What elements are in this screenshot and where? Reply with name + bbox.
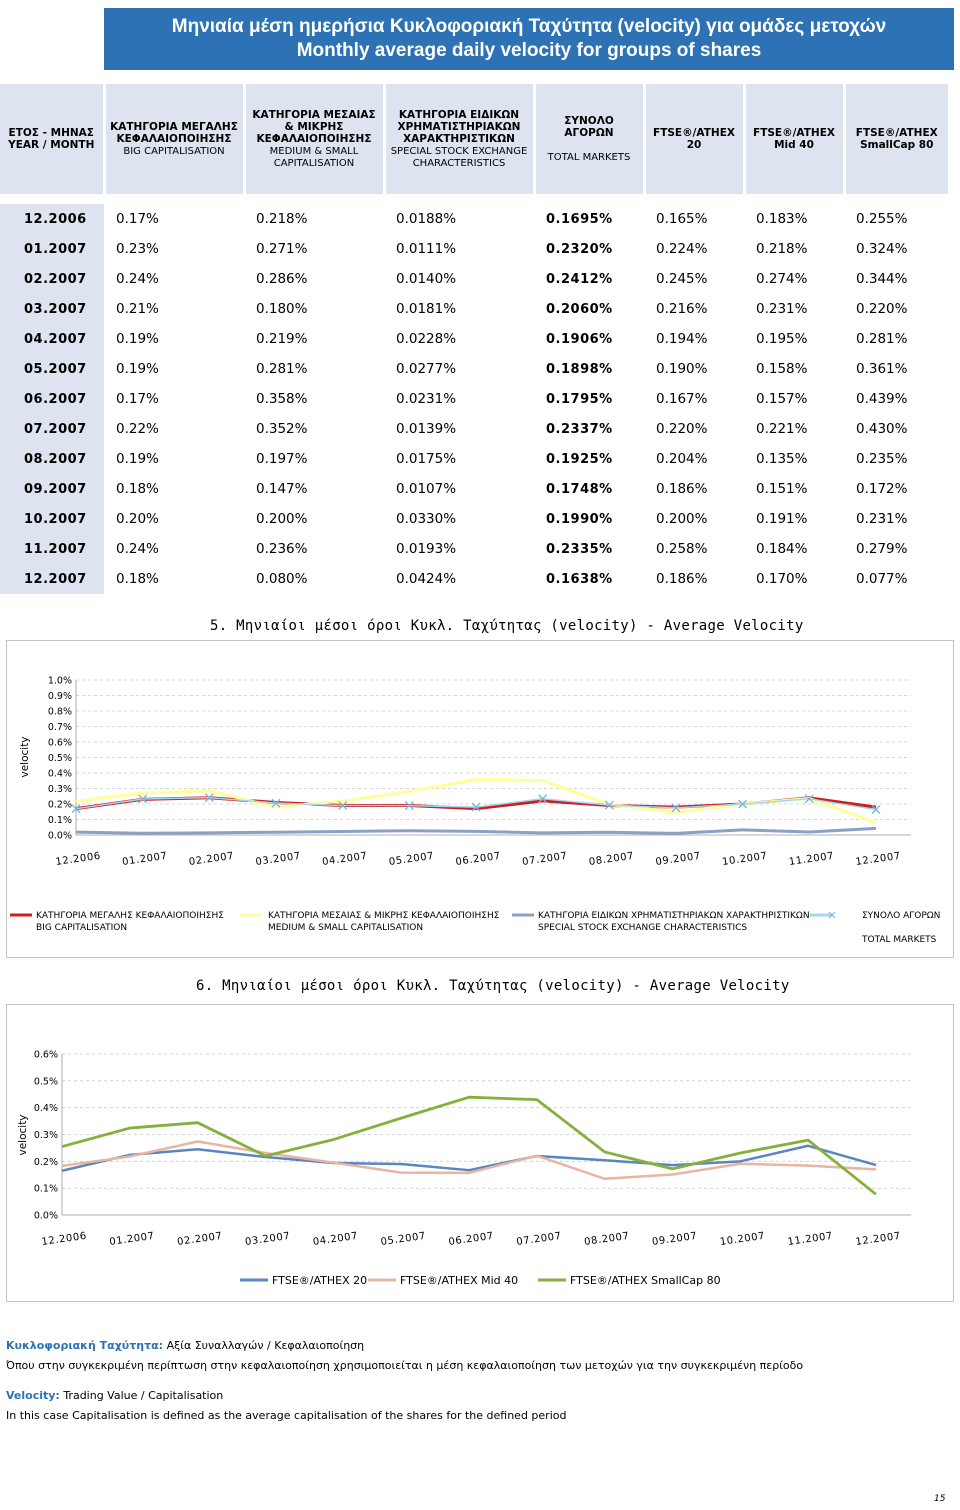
table-cell: 0.0139% [396,421,457,437]
table-cell: 0.0228% [396,331,457,347]
table-cell: 0.184% [756,541,808,557]
table-cell: 0.24% [116,271,159,287]
chart5-title: 5. Μηνιαίοι μέσοι όροι Κυκλ. Ταχύτητας (velocity) - Average Velocity [210,618,804,634]
chart5-xtick: 09.2007 [654,850,702,868]
chart6-xtick: 05.2007 [380,1230,427,1248]
table-row [0,504,948,534]
table-cell: 0.430% [856,421,908,437]
table-cell: 0.19% [116,451,159,467]
table-cell: 0.19% [116,361,159,377]
row-period: 12.2007 [0,564,104,594]
table-cell: 0.165% [656,211,708,227]
table-cell: 0.231% [856,511,908,527]
chart6-xtick: 03.2007 [244,1230,292,1248]
table-cell: 0.0330% [396,511,457,527]
chart6-ytick: 0.1% [33,1183,58,1195]
table-cell: 0.235% [856,451,908,467]
chart5-xtick: 05.2007 [388,850,435,868]
table-cell: 0.220% [656,421,708,437]
table-row [0,414,948,444]
table-cell: 0.18% [116,481,159,497]
table-row [0,294,948,324]
cell-total: 0.1906% [546,331,613,347]
table-row [0,474,948,504]
cell-total: 0.2335% [546,541,613,557]
chart5-ytick: 0.7% [47,722,72,733]
table-cell: 0.170% [756,571,808,587]
table-body [0,204,948,594]
chart5-series-line-1 [76,780,876,823]
chart5-xtick: 07.2007 [521,850,569,868]
table-row [0,204,948,234]
note-definition-english: Velocity: Trading Value / Capitalisation [6,1389,224,1402]
table-cell: 0.157% [756,391,808,407]
table-cell: 0.0188% [396,211,457,227]
chart5-ytick: 0.4% [47,768,72,780]
page-number: 15 [934,1494,946,1504]
table-cell: 0.324% [856,241,908,257]
table-row [0,354,948,384]
chart5-xtick: 08.2007 [588,850,635,868]
col-header-big-cap: ΚΑΤΗΓΟΡΙΑ ΜΕΓΑΛΗΣ ΚΕΦΑΛΑΙΟΠΟΙΗΣΗΣ BIG CAPITALISATION [104,84,244,194]
table-cell: 0.274% [756,271,808,287]
table-cell: 0.281% [256,361,308,377]
chart6-series-line-2 [62,1097,876,1194]
row-period: 10.2007 [0,504,104,534]
cell-total: 0.1795% [546,391,613,407]
table-cell: 0.0181% [396,301,457,317]
cell-total: 0.2337% [546,421,613,437]
table-row [0,444,948,474]
table-cell: 0.0140% [396,271,457,287]
table-row [0,264,948,294]
row-period: 07.2007 [0,414,104,444]
title-greek: Μηνιαία μέση ημερήσια Κυκλοφοριακή Ταχύτητα (velocity) για ομάδες μετοχών [171,16,887,37]
table-cell: 0.20% [116,511,159,527]
table-cell: 0.236% [256,541,308,557]
chart6-xtick: 07.2007 [515,1230,563,1248]
chart6-ytick: 0.6% [33,1049,58,1061]
col-header-mid-small-cap: ΚΑΤΗΓΟΡΙΑ ΜΕΣΑΙΑΣ & ΜΙΚΡΗΣ ΚΕΦΑΛΑΙΟΠΟΙΗΣΗΣ MEDIUM & SMALL CAPITALISATION [244,84,384,194]
table-cell: 0.17% [116,211,159,227]
table-cell: 0.186% [656,571,708,587]
table-cell: 0.279% [856,541,908,557]
legend-item-big-cap: ΚΑΤΗΓΟΡΙΑ ΜΕΓΑΛΗΣ ΚΕΦΑΛΑΙΟΠΟΙΗΣΗΣ BIG CAPITALISATION [36,911,224,933]
table-cell: 0.271% [256,241,308,257]
table-cell: 0.0277% [396,361,457,377]
note-explanation-english: In this case Capitalisation is defined as the average capitalisation of the shares for the defined period [6,1409,567,1422]
title-english: Monthly average daily velocity for groups of shares [296,40,762,61]
row-period: 05.2007 [0,354,104,384]
table-cell: 0.344% [856,271,908,287]
table-cell: 0.147% [256,481,308,497]
chart6-ytick: 0.3% [33,1130,58,1141]
chart5-svg [6,640,952,956]
col-header-ftse-mid-40: FTSE®/ATHEX Mid 40 [744,84,844,194]
cell-total: 0.2060% [546,301,613,317]
chart5-xtick: 04.2007 [321,850,369,868]
cell-total: 0.1638% [546,571,613,587]
chart5-ytick: 0.6% [47,737,72,749]
chart5-ytick: 0.5% [47,753,72,764]
table-cell: 0.286% [256,271,308,287]
row-period: 03.2007 [0,294,104,324]
table-cell: 0.195% [756,331,808,347]
chart6-ytick: 0.2% [33,1156,58,1168]
table-row [0,534,948,564]
col-header-total-markets: ΣΥΝΟΛΟ ΑΓΟΡΩΝ TOTAL MARKETS [534,84,644,194]
row-period: 02.2007 [0,264,104,294]
chart6-title: 6. Μηνιαίοι μέσοι όροι Κυκλ. Ταχύτητας (velocity) - Average Velocity [196,978,790,994]
table-cell: 0.218% [256,211,308,227]
row-period: 12.2006 [0,204,104,234]
cell-total: 0.2320% [546,241,613,257]
table-cell: 0.216% [656,301,708,317]
table-cell: 0.218% [756,241,808,257]
table-cell: 0.219% [256,331,308,347]
table-cell: 0.183% [756,211,808,227]
chart5-ytick: 0.2% [47,799,72,811]
note-definition-greek: Κυκλοφοριακή Ταχύτητα: Αξία Συναλλαγών / Κεφαλαιοποίηση [6,1339,365,1352]
row-period: 04.2007 [0,324,104,354]
col-header-ftse-smallcap-80: FTSE®/ATHEX SmallCap 80 [844,84,948,194]
legend-label-1: FTSE®/ATHEX Mid 40 [400,1274,519,1287]
table-row [0,324,948,354]
cell-total: 0.1990% [546,511,613,527]
chart5-ytick: 0.8% [47,706,72,718]
row-period: 11.2007 [0,534,104,564]
table-cell: 0.18% [116,571,159,587]
table-cell: 0.200% [656,511,708,527]
col-header-ftse-20: FTSE®/ATHEX 20 [644,84,744,194]
chart6-ytick: 0.0% [33,1210,58,1222]
chart6-xtick: 12.2007 [854,1230,902,1248]
table-cell: 0.0111% [396,241,457,257]
table-cell: 0.439% [856,391,908,407]
table-cell: 0.0193% [396,541,457,557]
chart6-xtick: 11.2007 [787,1230,834,1248]
table-cell: 0.194% [656,331,708,347]
col-header-period: ΕΤΟΣ - ΜΗΝΑΣ YEAR / MONTH [0,84,104,194]
table-cell: 0.0175% [396,451,457,467]
chart5-xtick: 12.2006 [54,850,102,868]
legend-label-0: FTSE®/ATHEX 20 [272,1274,368,1287]
table-cell: 0.220% [856,301,908,317]
chart6-xtick: 08.2007 [583,1230,631,1248]
chart6-xtick: 06.2007 [447,1230,495,1248]
table-header-row [0,84,948,194]
row-period: 08.2007 [0,444,104,474]
chart5-xtick: 01.2007 [121,850,169,868]
chart5-xtick: 06.2007 [454,850,502,868]
table-cell: 0.358% [256,391,308,407]
table-cell: 0.190% [656,361,708,377]
legend-label-2: FTSE®/ATHEX SmallCap 80 [570,1274,721,1287]
table-cell: 0.200% [256,511,308,527]
chart5-ytick: 0.1% [47,815,72,826]
cell-total: 0.1925% [546,451,613,467]
note-explanation-greek: Όπου στην συγκεκριμένη περίπτωση στην κεφαλαιοποίηση χρησιμοποιείται η μέση κεφαλαιοποίηση των μετοχών για την συγκεκριμένη περίοδο [6,1359,804,1372]
table-cell: 0.221% [756,421,808,437]
table-cell: 0.158% [756,361,808,377]
chart6-xtick: 10.2007 [719,1230,766,1248]
row-period: 01.2007 [0,234,104,264]
chart5-ylabel: velocity [19,736,31,778]
table-cell: 0.258% [656,541,708,557]
table-cell: 0.172% [856,481,908,497]
table-row [0,564,948,594]
table-cell: 0.191% [756,511,808,527]
cell-total: 0.2412% [546,271,613,287]
table-cell: 0.167% [656,391,708,407]
chart5-xtick: 12.2007 [854,850,902,868]
col-header-special: ΚΑΤΗΓΟΡΙΑ ΕΙΔΙΚΩΝ ΧΡΗΜΑΤΙΣΤΗΡΙΑΚΩΝ ΧΑΡΑΚΤΗΡΙΣΤΙΚΩΝ SPECIAL STOCK EXCHANGE CHARACTERISTICS [384,84,534,194]
table-cell: 0.19% [116,331,159,347]
chart5-xtick: 10.2007 [721,850,769,868]
chart5-ytick: 0.3% [47,784,72,795]
row-period: 09.2007 [0,474,104,504]
table-cell: 0.0424% [396,571,457,587]
table-cell: 0.24% [116,541,159,557]
table-cell: 0.135% [756,451,808,467]
table-cell: 0.186% [656,481,708,497]
chart6-svg [6,1004,952,1300]
page-title-banner [104,8,954,70]
chart5-xtick: 02.2007 [188,850,235,868]
row-period: 06.2007 [0,384,104,414]
cell-total: 0.1748% [546,481,613,497]
table-cell: 0.077% [856,571,908,587]
chart5-series-line-2 [76,828,876,833]
chart6-xtick: 12.2006 [40,1230,88,1248]
chart5-ytick: 0.0% [47,830,72,842]
legend-item-mid-small-cap: ΚΑΤΗΓΟΡΙΑ ΜΕΣΑΙΑΣ & ΜΙΚΡΗΣ ΚΕΦΑΛΑΙΟΠΟΙΗΣΗΣ MEDIUM & SMALL CAPITALISATION [268,911,500,933]
cell-total: 0.1695% [546,211,613,227]
table-cell: 0.361% [856,361,908,377]
table-cell: 0.151% [756,481,808,497]
table-cell: 0.281% [856,331,908,347]
table-cell: 0.197% [256,451,308,467]
legend-item-special: ΚΑΤΗΓΟΡΙΑ ΕΙΔΙΚΩΝ ΧΡΗΜΑΤΙΣΤΗΡΙΑΚΩΝ ΧΑΡΑΚΤΗΡΙΣΤΙΚΩΝ SPECIAL STOCK EXCHANGE CHARACTERISTICS [538,911,810,933]
chart6-ytick: 0.4% [33,1103,58,1115]
chart6-xtick: 02.2007 [176,1230,224,1248]
chart6-ytick: 0.5% [33,1076,58,1088]
table-cell: 0.0231% [396,391,457,407]
chart5-xtick: 03.2007 [254,850,302,868]
legend-item-total-markets: ΣΥΝΟΛΟ ΑΓΟΡΩΝ TOTAL MARKETS [862,911,941,945]
table-cell: 0.0107% [396,481,457,497]
table-cell: 0.352% [256,421,308,437]
chart5-xtick: 11.2007 [788,850,835,868]
table-cell: 0.255% [856,211,908,227]
chart6-xtick: 04.2007 [312,1230,359,1248]
table-cell: 0.245% [656,271,708,287]
table-cell: 0.21% [116,301,159,317]
chart6-xtick: 09.2007 [651,1230,699,1248]
chart6-ylabel: velocity [17,1114,29,1156]
table-row [0,384,948,414]
chart5-ytick: 1.0% [47,675,72,687]
table-cell: 0.080% [256,571,308,587]
table-cell: 0.17% [116,391,159,407]
table-row [0,234,948,264]
cell-total: 0.1898% [546,361,613,377]
velocity-table [0,84,948,594]
table-cell: 0.204% [656,451,708,467]
table-cell: 0.22% [116,421,159,437]
table-cell: 0.180% [256,301,308,317]
chart6-series-line-1 [62,1141,876,1178]
chart5-ytick: 0.9% [47,691,72,702]
table-cell: 0.224% [656,241,708,257]
table-cell: 0.231% [756,301,808,317]
chart6-xtick: 01.2007 [108,1230,156,1248]
table-cell: 0.23% [116,241,159,257]
